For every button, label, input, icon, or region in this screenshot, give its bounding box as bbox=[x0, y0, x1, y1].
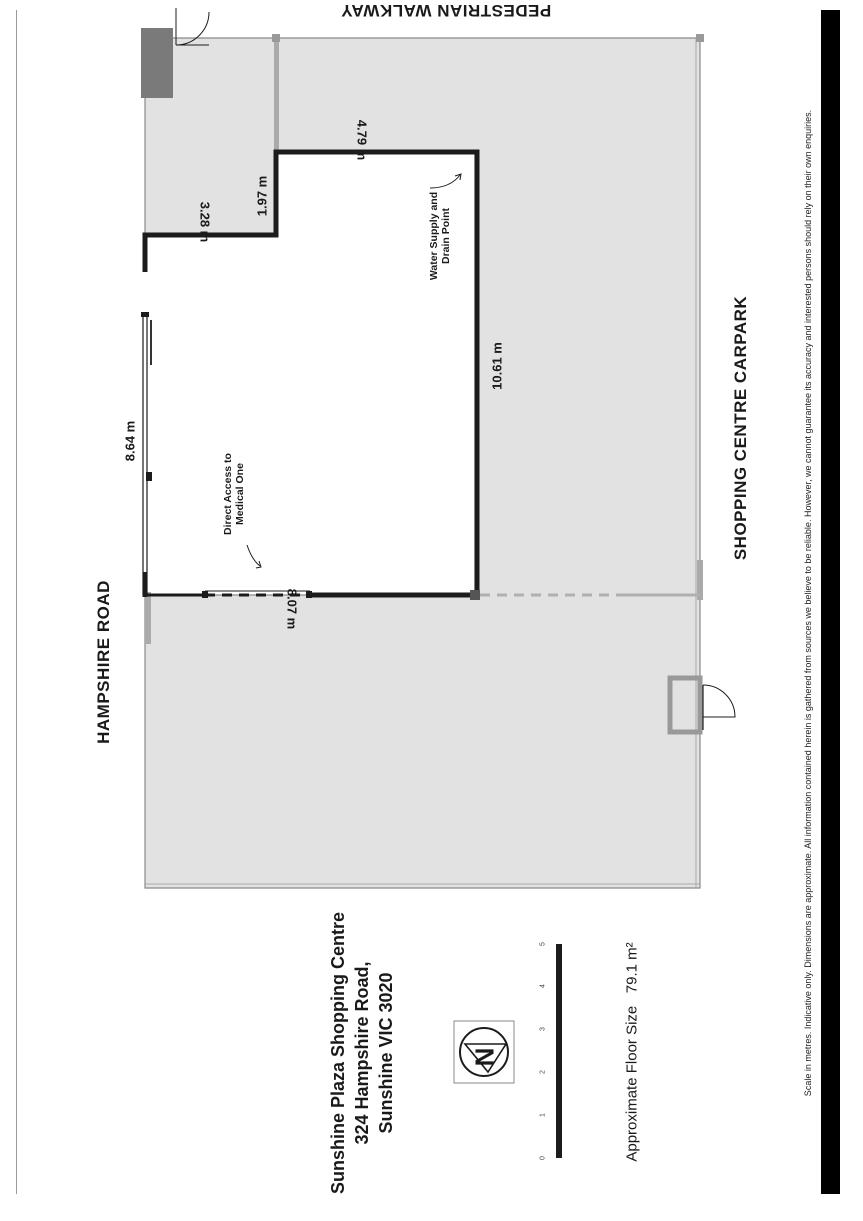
floor-size-value: 79.1 m² bbox=[623, 942, 641, 994]
floor-size bbox=[624, 942, 641, 1161]
partition-wall bbox=[145, 592, 151, 644]
dim-right: 10.61 m bbox=[489, 342, 505, 390]
dim-top: 8.64 m bbox=[122, 420, 138, 462]
scale-tick: 0 bbox=[539, 1156, 547, 1160]
floor-size-label: Approximate Floor Size bbox=[623, 1005, 641, 1162]
scale-tick: 3 bbox=[539, 1027, 547, 1031]
corner-column bbox=[272, 34, 280, 42]
corner-column bbox=[696, 34, 704, 42]
dim-step-vertical: 1.97 m bbox=[254, 175, 270, 217]
scale-bar bbox=[556, 944, 562, 1158]
service-block bbox=[141, 28, 173, 98]
hampshire-road-label: HAMPSHIRE ROAD bbox=[94, 580, 113, 744]
water-supply-arrow bbox=[430, 175, 460, 188]
partition-wall bbox=[274, 38, 279, 152]
disclaimer-text: Scale in metres. Indicative only. Dimensions are approximate. All information contained herein is gathered from sources we believe to be reliable. However, we cannot guarantee its accuracy and interested persons should rely on their own enquiries. bbox=[803, 109, 813, 1097]
dim-bottom-right: 4.79 m bbox=[354, 119, 370, 161]
dim-bottom-left: 8.07 m bbox=[284, 588, 300, 630]
scale-tick: 5 bbox=[539, 942, 547, 946]
dim-step-horizontal: 3.28 m bbox=[197, 201, 213, 243]
scale-tick: 2 bbox=[539, 1070, 547, 1074]
side-bar bbox=[821, 10, 840, 1194]
compass-north-letter: N bbox=[469, 1047, 500, 1067]
direct-access-arrow bbox=[247, 545, 260, 566]
scale-tick: 1 bbox=[539, 1113, 547, 1117]
pedestrian-walkway-label: PEDESTRIAN WALKWAY bbox=[340, 1, 552, 20]
carpark-label: SHOPPING CENTRE CARPARK bbox=[731, 295, 750, 561]
property-address: Sunshine Plaza Shopping Centre 324 Hampshire Road, Sunshine VIC 3020 bbox=[328, 911, 396, 1195]
water-supply-note: Water Supply and Drain Point bbox=[428, 191, 452, 281]
scale-tick: 4 bbox=[539, 984, 547, 988]
direct-access-note: Direct Access to Medical One bbox=[222, 453, 246, 535]
